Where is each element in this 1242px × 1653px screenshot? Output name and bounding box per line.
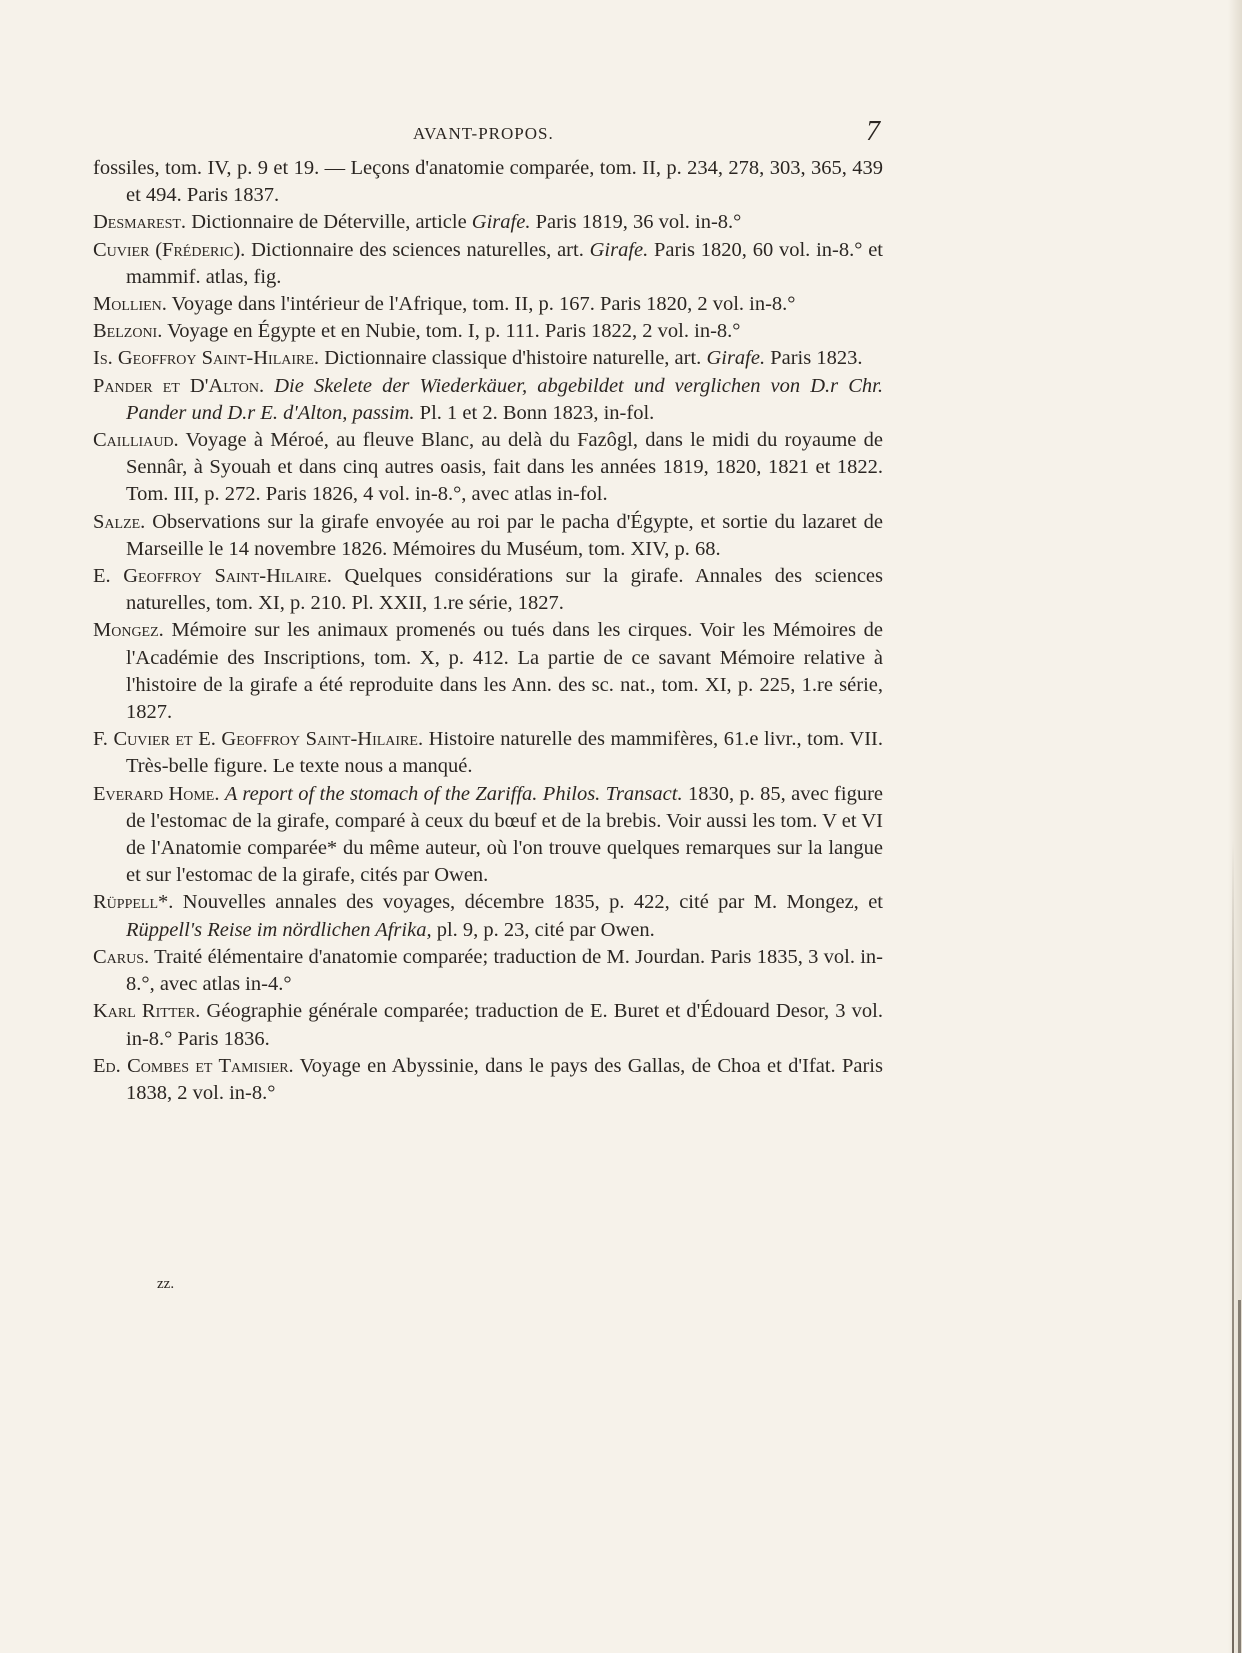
author-name: Rüppell*. <box>93 891 174 914</box>
bibliography-entry-mollien: Mollien. Voyage dans l'intérieur de l'Afrique, tom. II, p. 167. Paris 1820, 2 vol. in-8.° <box>93 293 796 316</box>
author-name: Ed. Combes et Tamisier. <box>93 1054 294 1077</box>
page-edge-line <box>1232 840 1234 1653</box>
author-name: Is. Geoffroy Saint-Hilaire. <box>93 347 320 370</box>
author-name: E. Geoffroy Saint-Hilaire. <box>93 565 332 588</box>
bibliography-list <box>93 155 883 1107</box>
bibliography-entry-pander-dalton: Pander et D'Alton. Die Skelete der Wiederkäuer, abgebildet und verglichen von D.r Chr. Pander und D.r E. d'Alton, passim. Pl. 1 et 2. Bonn 1823, in-fol. <box>93 374 883 424</box>
bibliography-entry-continuation: fossiles, tom. IV, p. 9 et 19. — Leçons d'anatomie comparée, tom. II, p. 234, 278, 303, 365, 439 et 494. Paris 1837. <box>93 157 883 207</box>
bibliography-entry-everard-home: Everard Home. A report of the stomach of the Zariffa. Philos. Transact. 1830, p. 85, avec figure de l'estomac de la girafe, comparé à ceux du bœuf et de la brebis. Voir aussi les tom. V et VI de l'Anatomie comparée* du même auteur, où l'on trouve quelques remarques sur la langue et sur l'estomac de la girafe, cités par Owen. <box>93 782 884 887</box>
page-number: 7 <box>866 116 880 147</box>
bibliography-entry-combes-tamisier: Ed. Combes et Tamisier. Voyage en Abyssinie, dans le pays des Gallas, de Choa et d'Ifat. Paris 1838, 2 vol. in-8.° <box>93 1054 883 1104</box>
bibliography-entry-desmarest: Desmarest. Dictionnaire de Déterville, article Girafe. Paris 1819, 36 vol. in-8.° <box>93 211 742 234</box>
title-italic: Rüppell's Reise im nördlichen Afrika, <box>126 918 432 941</box>
author-name: Belzoni. <box>93 320 163 343</box>
author-name: Mollien. <box>93 293 167 316</box>
author-name: Carus. <box>93 945 150 968</box>
bibliography-entry-cailliaud: Cailliaud. Voyage à Méroé, au fleuve Blanc, au delà du Fazôgl, dans le midi du royaume de Sennâr, à Syouah et dans cinq autres oasis, fait dans les années 1819, 1820, 1821 et 1822. Tom. III, p. 272. Paris 1826, 4 vol. in-8.°, avec atlas in-fol. <box>93 429 883 506</box>
bibliography-entry-mongez: Mongez. Mémoire sur les animaux promenés ou tués dans les cirques. Voir les Mémoires de l'Académie des Inscriptions, tom. X, p. 412. La partie de ce savant Mémoire relative à l'histoire de la girafe a été reproduite dans les Ann. des sc. nat., tom. XI, p. 225, 1.re série, 1827. <box>93 619 883 724</box>
author-name: F. Cuvier et E. Geoffroy Saint-Hilaire. <box>93 728 424 751</box>
author-name: Everard Home. <box>93 782 220 805</box>
bibliography-entry-belzoni: Belzoni. Voyage en Égypte et en Nubie, tom. I, p. 111. Paris 1822, 2 vol. in-8.° <box>93 320 741 343</box>
author-name: Mongez. <box>93 619 164 642</box>
author-name: Cailliaud. <box>93 429 179 452</box>
title-italic: Girafe. <box>471 211 531 234</box>
author-name: Pander et D'Alton. <box>93 374 265 397</box>
title-italic: A report of the stomach of the Zariffa. Philos. Transact. <box>224 782 683 805</box>
running-head <box>0 116 1242 150</box>
title-italic: Girafe. <box>706 347 766 370</box>
running-title: AVANT-PROPOS. <box>413 124 554 143</box>
author-name: Cuvier (Fréderic). <box>93 238 246 261</box>
bibliography-entry-f-cuvier: F. Cuvier et E. Geoffroy Saint-Hilaire. Histoire naturelle des mammifères, 61.e livr., tom. VII. Très-belle figure. Le texte nous a manqué. <box>93 728 883 778</box>
bibliography-entry-cuvier-frederic: Cuvier (Fréderic). Dictionnaire des sciences naturelles, art. Girafe. Paris 1820, 60 vol. in-8.° et mammif. atlas, fig. <box>93 238 883 288</box>
bibliography-entry-ruppell: Rüppell*. Nouvelles annales des voyages, décembre 1835, p. 422, cité par M. Mongez, et Rüppell's Reise im nördlichen Afrika, pl. 9, p. 23, cité par Owen. <box>93 891 883 941</box>
title-italic: Girafe. <box>589 238 649 261</box>
title-italic: Die Skelete der Wiederkäuer, abgebildet und verglichen von D.r Chr. Pander und D.r E. d'Alton, passim. <box>126 374 883 424</box>
bibliography-entry-salze: Salze. Observations sur la girafe envoyée au roi par le pacha d'Égypte, et sortie du lazaret de Marseille le 14 novembre 1826. Mémoires du Muséum, tom. XIV, p. 68. <box>93 510 883 560</box>
bibliography-entry-e-geoffroy: E. Geoffroy Saint-Hilaire. Quelques considérations sur la girafe. Annales des sciences naturelles, tom. XI, p. 210. Pl. XXII, 1.re série, 1827. <box>93 565 884 615</box>
signature-mark: zz. <box>157 1276 175 1292</box>
bibliography-entry-karl-ritter: Karl Ritter. Géographie générale comparée; traduction de E. Buret et d'Édouard Desor, 3 vol. in-8.° Paris 1836. <box>93 1000 883 1050</box>
author-name: Karl Ritter. <box>93 1000 201 1023</box>
author-name: Salze. <box>93 510 146 533</box>
bibliography-entry-is-geoffroy: Is. Geoffroy Saint-Hilaire. Dictionnaire classique d'histoire naturelle, art. Girafe. Paris 1823. <box>93 347 863 370</box>
page-edge-line <box>1238 1300 1241 1653</box>
bibliography-entry-carus: Carus. Traité élémentaire d'anatomie comparée; traduction de M. Jourdan. Paris 1835, 3 vol. in-8.°, avec atlas in-4.° <box>93 945 883 996</box>
author-name: Desmarest. <box>93 211 187 234</box>
